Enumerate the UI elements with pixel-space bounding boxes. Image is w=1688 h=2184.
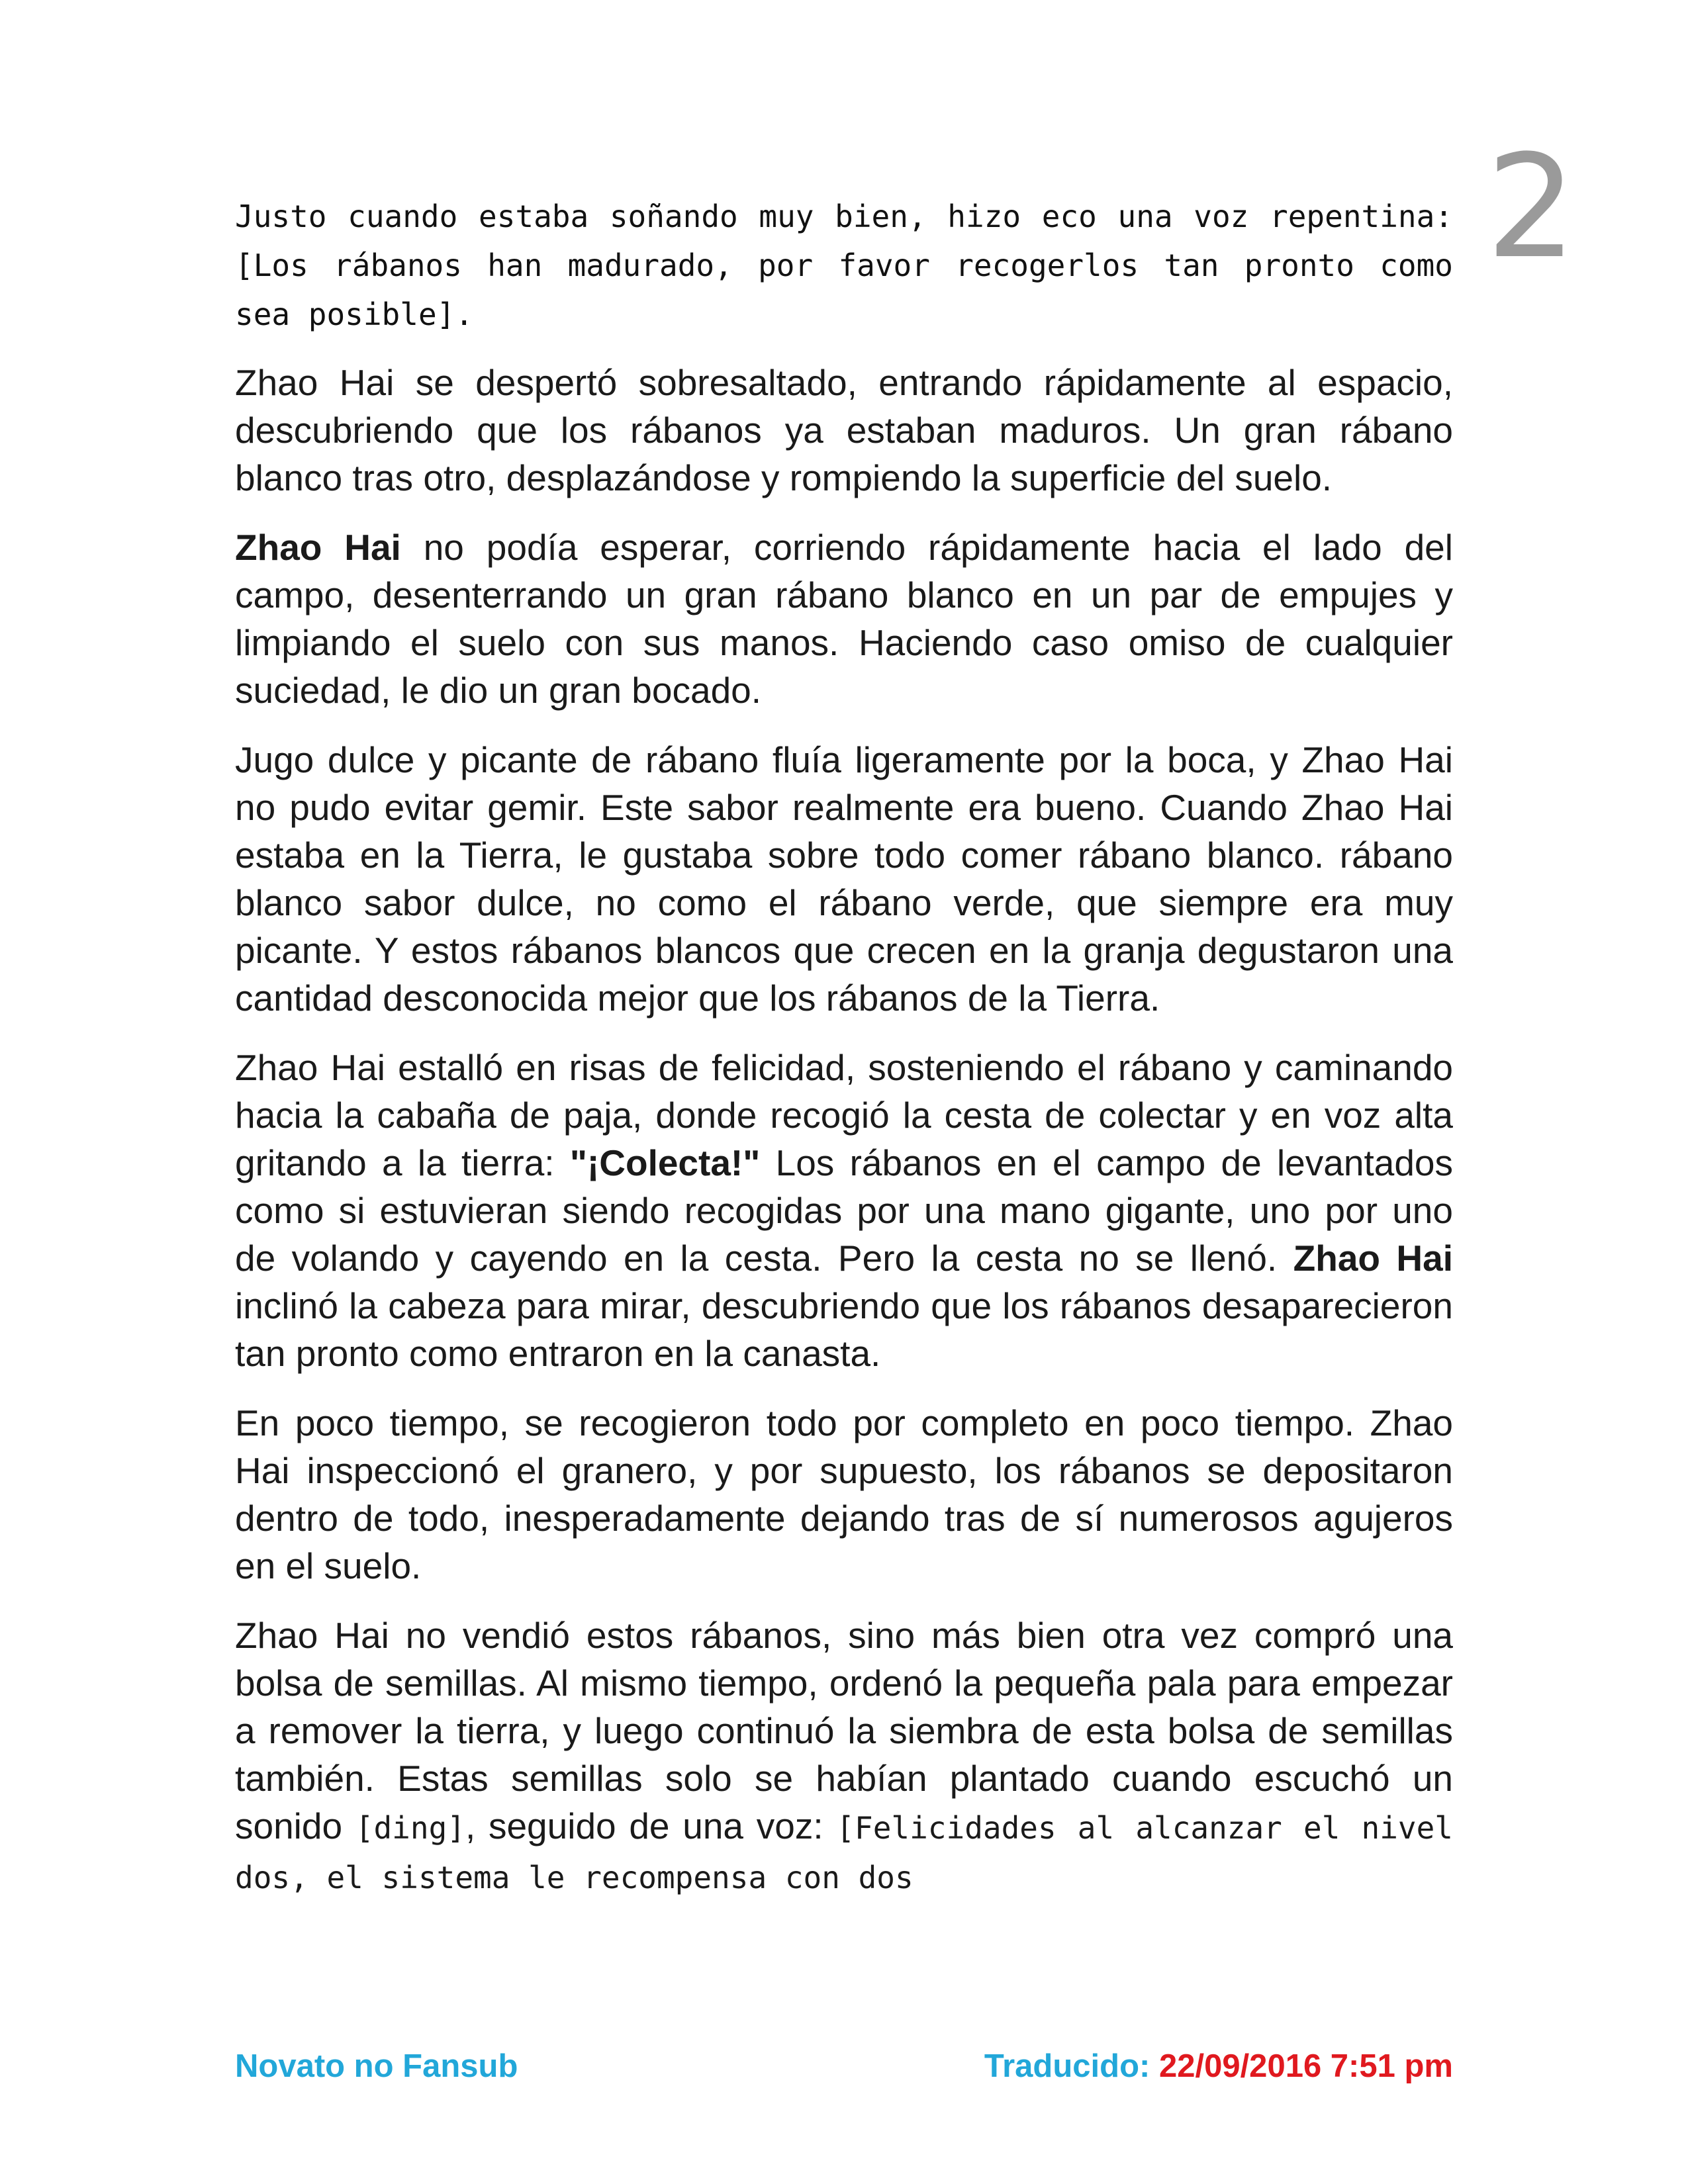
fansub-credit: Novato no Fansub [235,2048,518,2084]
shout-text: "¡Colecta!" [569,1142,761,1183]
page-number: 2 [1486,124,1577,290]
document-body [235,192,1453,1901]
paragraph-3-text: no podía esperar, corriendo rápidamente hacia el lado del campo, desenterrando un gran rábano blanco en un par de empujes y limpiando el suelo con sus manos. Haciendo caso omiso de cualquier suciedad, le dio un gran bocado. [235,527,1453,711]
paragraph-7-text-b: , seguido de una voz: [465,1805,837,1846]
paragraph-7 [235,1612,1453,1901]
paragraph-6: En poco tiempo, se recogieron todo por completo en poco tiempo. Zhao Hai inspeccionó el granero, y por supuesto, los rábanos se depositaron dentro de todo, inesperadamente dejando tras de sí numerosos agujeros en el suelo. [235,1402,1453,1586]
ding-sound-text: [ding] [355,1810,465,1846]
paragraph-5 [235,1044,1453,1377]
paragraph-3 [235,523,1453,714]
paragraph-1: Justo cuando estaba soñando muy bien, hizo eco una voz repentina: [Los rábanos han madurado, por favor recogerlos tan pronto como sea posible]. [235,199,1453,332]
paragraph-5-text-b: Los rábanos en el campo de levantados como si estuvieran siendo recogidas por una mano gigante, uno por uno de volando y cayendo en la cesta. Pero la cesta no se llenó. [235,1142,1453,1279]
paragraph-5-text-c: inclinó la cabeza para mirar, descubriendo que los rábanos desaparecieron tan pronto como entraron en la canasta. [235,1285,1453,1374]
paragraph-2: Zhao Hai se despertó sobresaltado, entrando rápidamente al espacio, descubriendo que los rábanos ya estaban maduros. Un gran rábano blanco tras otro, desplazándose y rompiendo la superficie del suelo. [235,362,1453,498]
paragraph-5-text-a: Zhao Hai estalló en risas de felicidad, sosteniendo el rábano y caminando hacia la cabaña de paja, donde recogió la cesta de colectar y en voz alta gritando a la tierra: [235,1047,1453,1183]
system-message: [Felicidades al alcanzar el nivel dos, el sistema le recompensa con dos [235,1810,1453,1895]
paragraph-4: Jugo dulce y picante de rábano fluía ligeramente por la boca, y Zhao Hai no pudo evitar gemir. Este sabor realmente era bueno. Cuando Zhao Hai estaba en la Tierra, le gustaba sobre todo comer rábano blanco. rábano blanco sabor dulce, no como el rábano verde, que siempre era muy picante. Y estos rábanos blancos que crecen en la granja degustaron una cantidad desconocida mejor que los rábanos de la Tierra. [235,739,1453,1019]
paragraph-7-text-a: Zhao Hai no vendió estos rábanos, sino más bien otra vez compró una bolsa de semillas. Al mismo tiempo, ordenó la pequeña pala para empezar a remover la tierra, y luego continuó la siembra de esta bolsa de semillas también. Estas semillas solo se habían plantado cuando escuchó un sonido [235,1615,1453,1846]
character-name: Zhao Hai [1293,1238,1454,1279]
translated-date-value: 22/09/2016 7:51 pm [1158,2048,1453,2084]
translated-label: Traducido: [984,2048,1150,2084]
translation-date [984,2048,1453,2085]
character-name: Zhao Hai [235,527,401,568]
page-footer [235,2048,1453,2087]
